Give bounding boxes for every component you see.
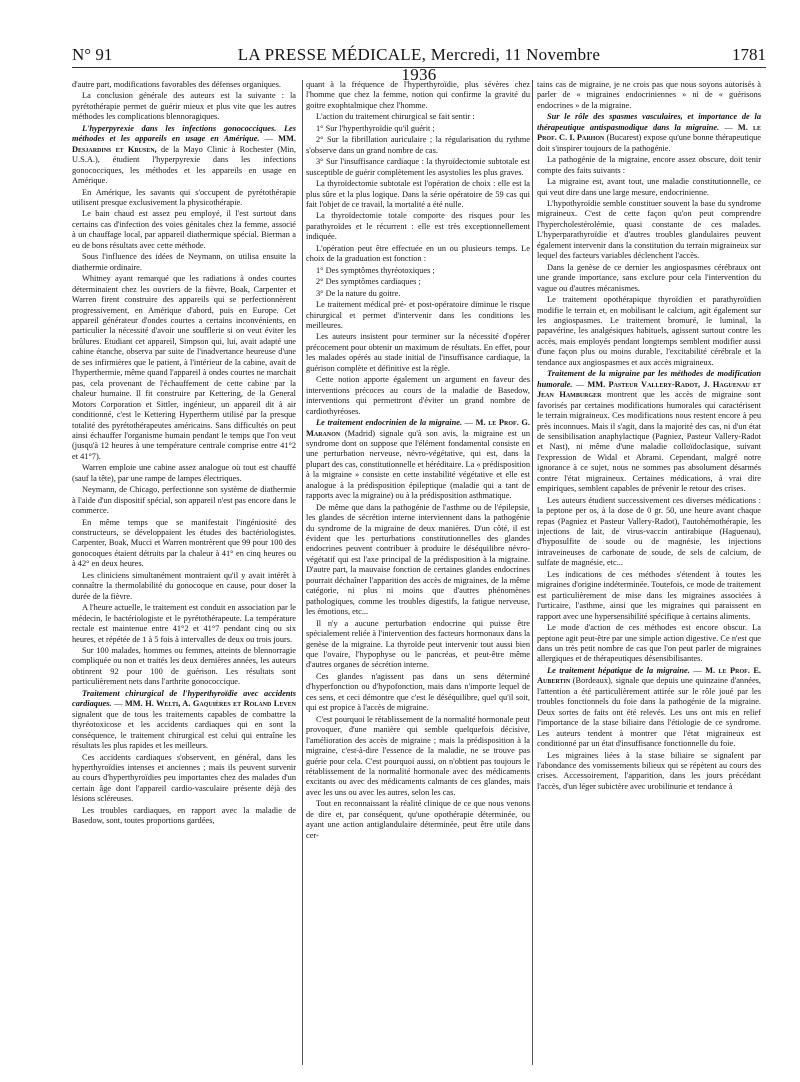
body-paragraph: Ces accidents cardiaques s'observent, en général, dans les hyperthyroïdies intenses et anciennes ; mais ils peuvent survenir au cours d'hyperthyroïdies peu importantes chez des malades d'un certain âge dont l'appareil cardio-vasculaire présente déjà des lésions scléreuses. [72,752,296,804]
body-paragraph: 3° Sur l'insuffisance cardiaque : la thyroïdectomie subtotale est susceptible de guérir complètement les asystolies les plus graves. [306,157,530,177]
section-paragraph: Le traitement endocrinien de la migraine. — M. le Prof. G. Maranon (Madrid) signale qu'à son avis, la migraine est un syndrome dont on suppose que l'élément fondamental consiste en une perturbation nerveuse, névro-végétative, qui est, dans la plupart des cas, constitutionnelle et héréditaire. La « prédisposition à la migraine » consiste en cette instabilité végétative et elle est analogue à la prédisposition épileptique (maladie qui a tant de rapports avec la migraine) ou à la prédisposition asthmatique. [306,418,530,501]
body-paragraph: 2° Des symptômes cardiaques ; [316,277,421,287]
section-text: (Bucarest) expose qu'une bonne thérapeutique doit s'inspirer toujours de la pathogénie. [537,133,761,153]
body-paragraph: Neymann, de Chicago, perfectionne son système de diathermie à l'aide d'un dispositif spécial, son appareil n'est pas encore dans le commerce. [72,485,296,516]
section-heading: L'hyperpyrexie dans les infections gonococciques. Les méthodes et les appareils en usage en Amérique. [72,123,296,144]
body-paragraph: Les cliniciens simultanément montraient qu'il y avait intérêt à connaître la thermolabilité du gonocoque en cause, pour doser la durée de la fièvre. [72,570,296,601]
section-paragraph: Le traitement hépatique de la migraine. — M. le Prof. E. Aubertin (Bordeaux), signale que depuis une quinzaine d'années, l'attention a été particulièrement attirée sur le rôle joué par les troubles fonctionnels du foie dans la pathogénie de la migraine. Deux sortes de faits ont été relevés. Les uns ont mis en relief l'importance de la stase biliaire dans l'étiologie de ce syndrome. Les auteurs tendent à montrer que l'état migraineux est conditionné par un état d'insuffisance fonctionnelle du foie. [537,665,761,749]
issue-number: N° 91 [72,45,113,64]
body-paragraph: d'autre part, modifications favorables des défenses organiques. [72,80,281,89]
body-paragraph: Cette notion apporte également un argument en faveur des interventions précoces au cours de la maladie de Basedow, interventions qui permettront d'éviter un grand nombre de cardiothyréoses. [306,375,530,416]
column-divider [532,80,533,1065]
column-right [537,80,761,1065]
body-paragraph: Tout en reconnaissant la réalité clinique de ce que nous venons de dire et, par conséquent, qu'une opothérapie déterminée, ou ayant une action antiglandulaire déterminée, peut être utile dans cer- [306,799,530,840]
body-paragraph: Les auteurs étudient successivement ces diverses médications : la peptone per os, à la dose de 0 gr. 50, une heure avant chaque repas (Pagniez et Pasteur Vallery-Radot), l'autohémothérapie, les injections de lait, de virus-vaccin antirabique (Haguenau), d'hyposulfite de soude ou de magnésie, les injections intraveineuses de carbonate de soude, de sels de calcium, de sulfate de magnésie, etc... [537,495,761,568]
section-heading: Traitement chirurgical de l'hyperthyroïdie avec accidents cardiaques. [72,688,296,709]
section-heading: Sur le rôle des spasmes vasculaires, et importance de la thérapeutique antispasmodique dans la migraine. [537,112,761,132]
body-paragraph: Les migraines liées à la stase biliaire se signalent par l'abondance des vomissements bilieux qui se répètent au cours des crises. Accessoirement, l'apparition, dans les jours précédant l'accès, d'un léger subictère avec urobilinurie et tendance à [537,750,761,791]
journal-title: LA PRESSE MÉDICALE, Mercredi, 11 Novembre 1936 [237,45,601,84]
section-paragraph: Traitement chirurgical de l'hyperthyroïdie avec accidents cardiaques. — MM. H. Welti, A. Gaquières et Roland Leven signalent que de tous les traitements capables de combattre la thyréotoxicose et les accidents cardiaques qui en sont la conséquence, le traitement chirurgical est celui qui entraîne les résultats les plus rapides et les meilleurs. [72,688,296,751]
section-authors: M. le Prof. E. Aubertin [537,665,761,686]
body-paragraph: quant à la fréquence de l'hyperthyroïdie, plus sévères chez l'homme que chez la femme, notion qui confirme la gravité du goitre exophtalmique chez l'homme. [306,80,530,110]
body-paragraph: La thyroïdectomie subtotale est l'opération de choix : elle est la plus sûre et la plus logique. Dans la série opératoire de 59 cas qui fait l'objet de ce travail, la mortalité a été nulle. [306,179,530,209]
section-text: (Bordeaux), signale que depuis une quinzaine d'années, l'attention a été particulièrement attirée sur le rôle joué par les troubles fonctionnels du foie dans la pathogénie de la migraine. Deux sortes de faits ont été relevés. Les uns ont mis en relief l'importance de la stase biliaire dans l'étiologie de ce syndrome. Les auteurs tendent à montrer que l'état migraineux est conditionné par un état d'insuffisance fonctionnelle du foie. [537,676,761,749]
body-paragraph: C'est pourquoi le rétablissement de la normalité hormonale peut provoquer, d'une manière qui semble quelquefois décisive, l'amélioration des accès de migraine ; mais la prédisposition à la migraine, c'est-à-dire l'essence de la maladie, ne se trouve pas guérie pour cela. C'est pourquoi aussi, on n'obtient pas toujours le rétablissement de la normalité hormonale avec des médicaments excitants ou avec des médicaments calmants de ces glandes, mais avec les uns ou avec les autres, selon les cas. [306,714,530,797]
body-paragraph: La pathogénie de la migraine, encore assez obscure, doit tenir compte des faits suivants : [537,155,761,175]
body-paragraph: Le traitement opothérapique thyroïdien et parathyroïdien modifie le terrain et, en mobilisant le calcium, agit également sur les angiospasmes. Le traitement bromuré, le luminal, la papavérine, les analgésiques habituels, agissent surtout contre les accès, mais employés pendant longtemps semblent modifier aussi d'une façon plus ou moins durable, l'excitabilité cérébrale et la tendance aux angiospasmes et aux accès migraineux. [537,295,761,367]
body-paragraph: L'opération peut être effectuée en un ou plusieurs temps. Le choix de la graduation est fonction : [306,243,530,264]
body-paragraph: Warren emploie une cabine assez analogue où tout est chauffé (sauf la tête), par une rampe de lampes électriques. [72,463,296,483]
body-paragraph: 1° Des symptômes thyréotoxiques ; [316,265,435,275]
section-text: de la Mayo Clinic à Rochester (Min, U.S.A.), étudient l'hyperpyrexie dans les infections gonococciques, les méthodes et les appareils en usage en Amérique. [72,144,296,186]
section-text: (Madrid) signale qu'à son avis, la migraine est un syndrome dont on suppose que l'élément fondamental consiste en une perturbation nerveuse, névro-végétative, qui est, dans la plupart des cas, constitutionnelle et héréditaire. La « prédisposition à la migraine » consiste en cette instabilité végétative et elle est analogue à la prédisposition épileptique (maladie qui a tant de rapports avec la migraine) ou à la prédisposition asthmatique. [306,428,530,501]
body-paragraph: Les troubles cardiaques, en rapport avec la maladie de Basedow, sont, toutes proportions gardées, [72,805,296,826]
body-paragraph: tains cas de migraine, je ne crois pas que nous soyons autorisés à parler de « migraines endocriniennes » ni de « guérisons endocrines » de la migraine. [537,80,761,110]
body-paragraph: L'action du traitement chirurgical se fait sentir : [316,112,475,122]
body-paragraph: La migraine est, avant tout, une maladie constitutionnelle, ce qui veut dire dans une large mesure, endocrinienne. [537,177,761,197]
section-paragraph: Sur le rôle des spasmes vasculaires, et importance de la thérapeutique antispasmodique dans la migraine. — M. le Prof. C. I. Parhon (Bucarest) expose qu'une bonne thérapeutique doit s'inspirer toujours de la pathogénie. [537,112,761,153]
section-heading: Le traitement hépatique de la migraine. [547,665,690,675]
section-authors: M. le Prof. C. I. Parhon [537,122,761,143]
body-paragraph: Sur 100 malades, hommes ou femmes, atteints de blennorragie compliquée ou non et traités les deux dernières années, les auteurs obtinrent 92 pour 100 de guérison. Les résultats sont particulièrement nets dans l'arthrite gonococcique. [72,646,296,687]
section-authors: MM. Desjardins et Krusen, [72,134,296,154]
body-paragraph: 2° Sur la fibrillation auriculaire ; la régularisation du rythme s'observe dans un grand nombre de cas. [306,135,530,155]
section-paragraph: L'hyperpyrexie dans les infections gonococciques. Les méthodes et les appareils en usage en Amérique. — MM. Desjardins et Krusen, de la Mayo Clinic à Rochester (Min, U.S.A.), étudient l'hyperpyrexie dans les infections gonococciques, les méthodes et les appareils en usage en Amérique. [72,123,296,186]
body-paragraph: Il n'y a aucune perturbation endocrine qui puisse être spécialement reliée à l'intervention des facteurs hormonaux dans la genèse de la migraine. La thyroïde peut intervenir tout aussi bien que l'ovaire, l'hypophyse ou le pancréas, et peut-être même d'autres organes de sécrétion interne. [306,618,530,670]
body-paragraph: Ces glandes n'agissent pas dans un sens déterminé d'hyperfonction ou d'hypofonction, mais dans n'importe lequel de ces sens, et ceci démontre que c'est le déséquilibre, quel qu'il soit, qui est propice à l'accès de migraine. [306,671,530,713]
column-left [72,80,296,1065]
body-paragraph: 1° Sur l'hyperthyroïdie qu'il guérit ; [316,123,435,133]
page-header [72,38,766,84]
section-heading: Le traitement endocrinien de la migraine. [316,418,463,428]
body-paragraph: A l'heure actuelle, le traitement est conduit en association par le médecin, le bactériologiste et le pyrétothérapeute. La température rectale est maintenue entre 41°2 et 41°7 pendant cinq ou six heures, et répétée de 1 à 5 fois à intervalles de deux ou trois jours. [72,603,296,644]
section-text: signalent que de tous les traitements capables de combattre la thyréotoxicose et les accidents cardiaques qui en sont la conséquence, le traitement chirurgical est celui qui entraîne les résultats les plus rapides et les meilleurs. [72,709,296,751]
section-text: montrent que les accès de migraine sont favorisés par certaines modifications humorales qui caractérisent le terrain migraineux. Ces modifications nous restent encore à peu près inconnues. Mais il s'agit, dans la majorité des cas, ni d'un état de sensibilisation anaphylactique (Pagniez, Pasteur Vallery-Radot et Nast), ni même d'une maladie colloïdoclasique, suivant l'expression de Widal et Abrami. Cependant, malgré notre ignorance à ce sujet, nous ne sommes pas absolument désarmés contre l'état migraineux. Certaines médications, à vrai dire empiriques, semblent capables de prévenir le retour des crises. [537,390,761,494]
page-number: 1781 [732,45,766,64]
section-authors: MM. Pasteur Vallery-Radot, J. Haguenau et Jean Hamburger [537,379,761,400]
column-divider [302,80,303,1065]
body-paragraph: La thyroïdectomie totale comporte des risques pour les parathyroïdes et le récurrent : elle est très exceptionnellement indiquée. [306,211,530,242]
body-paragraph: En même temps que se manifestait l'ingéniosité des constructeurs, se développaient les études des bactériologistes. Carpenter, Boak, Mucci et Warren montrèrent que 99 pour 100 des gonocoques étaient détruits par la chaleur à 41° en cinq heures ou à 42° en deux heures. [72,517,296,569]
body-paragraph: Sous l'influence des idées de Neymann, on utilisa ensuite la diathermie ordinaire. [72,252,296,272]
body-paragraph: Whitney ayant remarqué que les radiations à ondes courtes déterminaient chez les ouvriers de la fièvre, Boak, Carpenter et Warren firent construire des appareils qui se perfectionnèrent progressivement, en Amérique d'abord, puis en Europe. Cet appareil générateur d'ondes courtes a certains inconvénients, en particulier la nécessité d'avoir une soufflerie si on veut éviter les brûlures. Etudiant cet appareil, Simpson qui, lui, avait adapté une cabine étanche, observa par suite de l'inadvertance heureuse d'une de ses infirmières que le patient, à l'intérieur de la cabine, avait de l'hyperthermie, même quand l'appareil à ondes courtes ne marchait pas, cela provenant de l'échauffement de cette cabine par la chaleur humaine. Il fit construire par Kettering, de la General Motors Corporation et Sittler, ingénieur, un appareil dit à air conditionné, c'est le Kettering Hypertherm utilisé par la presque totalité des pyrétothérapeutes américains. Sans difficultés on peut ainsi échauffer l'organisme humain pendant le temps que l'on veut (jusqu'à 12 heures à une température centrale comprise entre 41°2 et 41°7). [72,274,296,461]
body-paragraph: Le bain chaud est assez peu employé, il l'est surtout dans certains cas d'infection des voies génitales chez la femme, associé à un chauffage local, par appareil diathermique spécial. Bierman a eu de bons résultats avec cette méthode. [72,209,296,250]
body-paragraph: La conclusion générale des auteurs est la suivante : la pyrétothérapie permet de guérir mieux et plus vite que les autres méthodes les complications blennoragiques. [72,91,296,122]
body-paragraph: Les auteurs insistent pour terminer sur la nécessité d'opérer précocement pour obtenir un maximum de résultats. En effet, pour les malades opérés au stade initial de l'insuffisance cardiaque, la guérison complète et définitive est la règle. [306,332,530,373]
section-paragraph: Traitement de la migraine par les méthodes de modification humorale. — MM. Pasteur Vallery-Radot, J. Haguenau et Jean Hamburger montrent que les accès de migraine sont favorisés par certaines modifications humorales qui caractérisent le terrain migraineux. Ces modifications nous restent encore à peu près inconnues. Mais il s'agit, dans la majorité des cas, ni d'un état de sensibilisation anaphylactique (Pagniez, Pasteur Vallery-Radot et Nast), ni même d'une maladie colloïdoclasique, suivant l'expression de Widal et Abrami. Cependant, malgré notre ignorance à ce sujet, nous ne sommes pas absolument désarmés contre l'état migraineux. Certaines médications, à vrai dire empiriques, semblent capables de prévenir le retour des crises. [537,369,761,494]
section-authors: MM. H. Welti, A. Gaquières et Roland Leven [124,699,296,709]
body-paragraph: Dans la genèse de ce dernier les angiospasmes cérébraux ont une grande importance, sans exclure pour cela l'intervention du vague ou d'autres mécanismes. [537,262,761,293]
section-authors: M. le Prof. G. Maranon [306,418,530,438]
body-paragraph: 3° De la nature du goitre. [316,288,401,298]
column-middle [306,80,530,1065]
body-paragraph: Les indications de ces méthodes s'étendent à toutes les migraines d'origine indéterminée. Toutefois, ce mode de traitement est particulièrement de mise dans les migraines associées à l'urticaire, l'asthme, ainsi que les migraines qui paraissent en rapport avec une hypersensibilité spécifique à certains aliments. [537,569,761,621]
body-paragraph: Le mode d'action de ces méthodes est encore obscur. La peptone agit peut-être par une simple action digestive. Ce n'est que dans un très petit nombre de cas que l'on peut parler de migraines allergiques et de thérapeutiques désensibilisantes. [537,623,761,664]
header-rule [72,67,766,68]
body-paragraph: L'hypothyroïdie semble constituer souvent la base du syndrome migraineux. C'est de cette façon qu'on peut comprendre l'hypercholestérolémie, quasi constante de ces malades. L'hyperparathyroïdie et d'autres troubles glandulaires peuvent également intervenir dans la constitution du terrain migraineux sur lequel des facteurs variables déclenchent l'accès. [537,198,761,261]
body-paragraph: En Amérique, les savants qui s'occupent de pyrétothérapie utilisent presque exclusivement la physicothérapie. [72,187,296,207]
section-heading: Traitement de la migraine par les méthodes de modification humorale. [537,369,761,389]
body-paragraph: Le traitement médical pré- et post-opératoire diminue le risque chirurgical et permet d'intervenir dans les conditions les meilleures. [306,300,530,330]
body-paragraph: De même que dans la pathogénie de l'asthme ou de l'épilepsie, les glandes de sécrétion interne interviennent dans la pathogénie du syndrome de la migraine de deux manières. D'un côté, il est évident que les perturbations constitutionnelles des glandes endocrines peuvent contribuer à produire le déséquilibre névro-végétatif qui est l'axe principal de la prédisposition à la migraine. D'autre part, la mauvaise fonction de certaines glandes endocrines pourrait déchaîner l'apparition des accès de migraines, de la même catégorie, ni plus ni moins que d'autres phénomènes pathologiques, comme les troubles digestifs, la fatigue nerveuse, les émotions, etc... [306,502,530,617]
